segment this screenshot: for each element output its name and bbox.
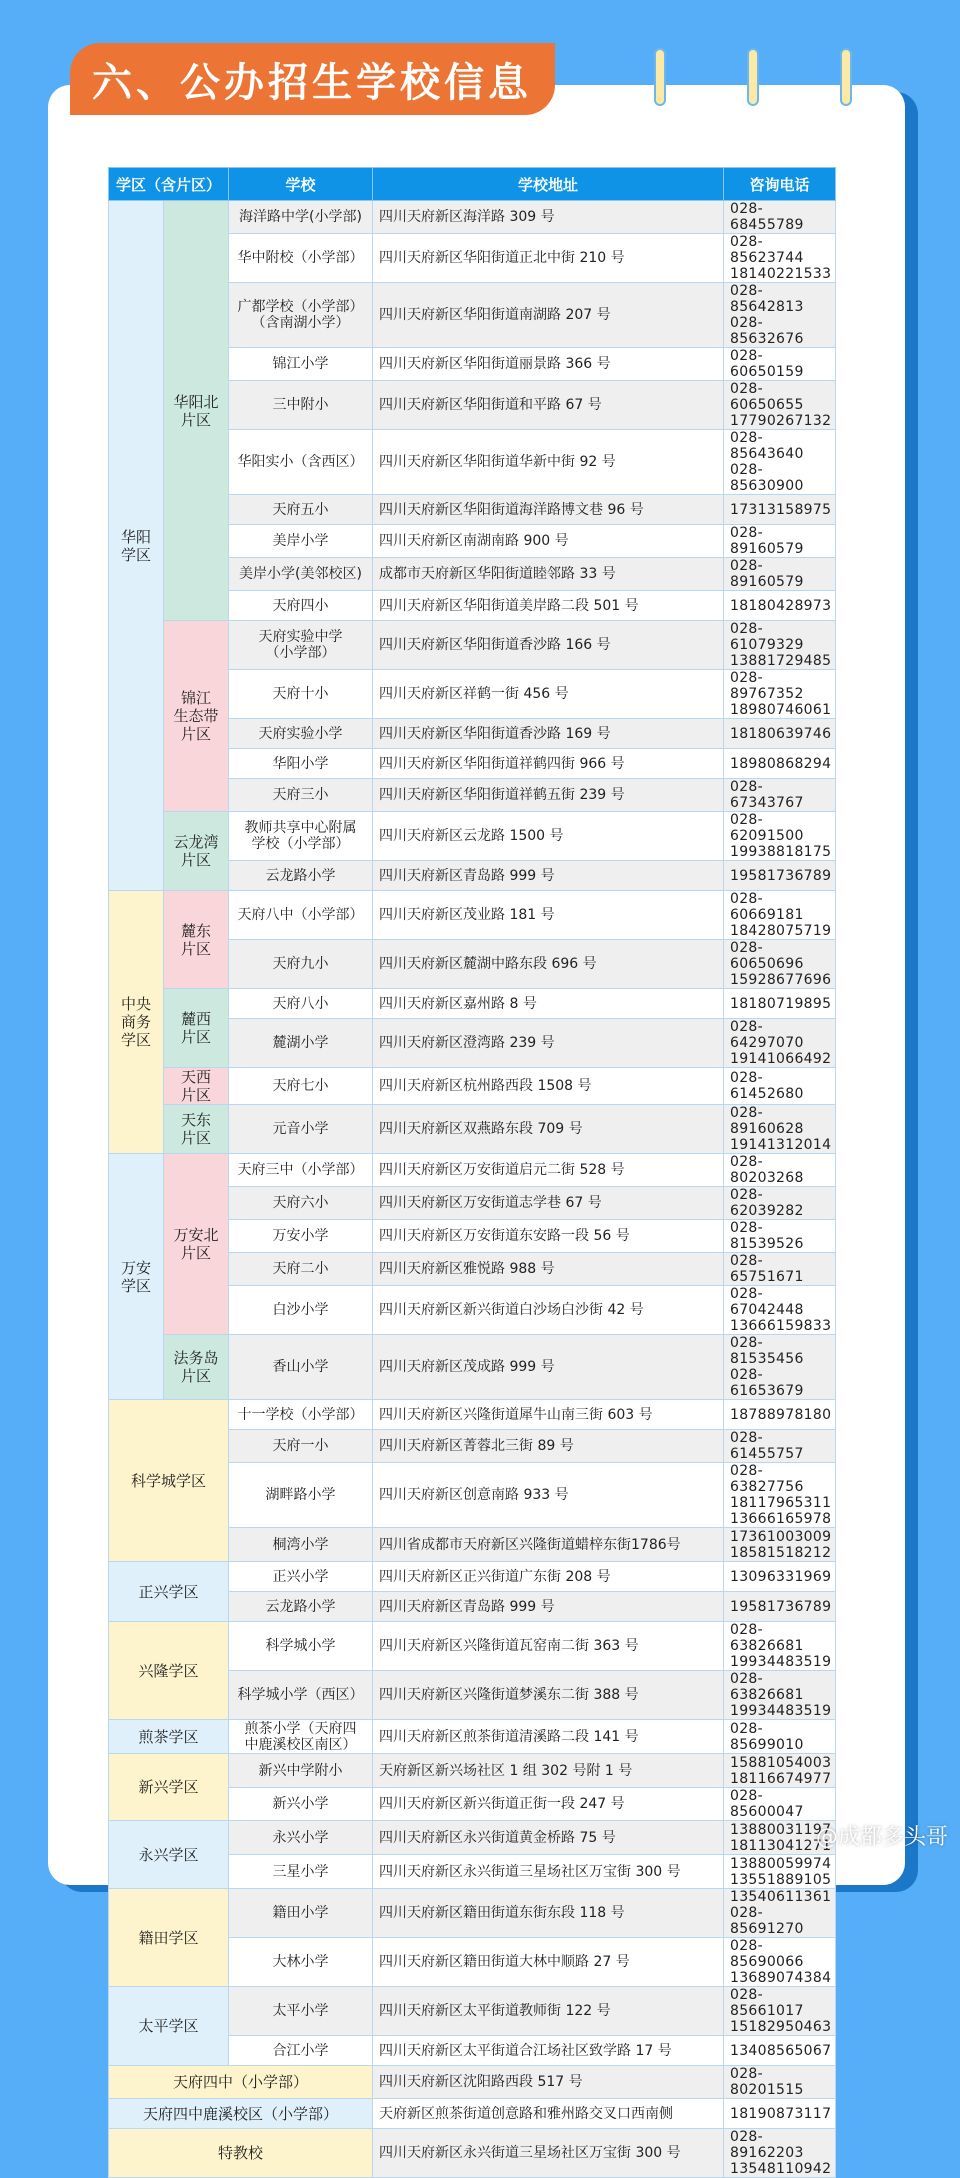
school-phone — [724, 1068, 836, 1105]
binder-ring-icon — [745, 48, 761, 108]
school-phone — [724, 812, 836, 861]
phone-number: 19938818175 — [730, 844, 832, 860]
phone-number: 028-89160579 — [730, 558, 804, 590]
phone-number: 19581736789 — [730, 1598, 832, 1615]
school-address: 四川天府新区沈阳路西段 517 号 — [373, 2066, 724, 2099]
phone-number: 18180719895 — [730, 995, 832, 1012]
school-address: 四川天府新区太平街道教师街 122 号 — [373, 1987, 724, 2036]
section-title-tab — [70, 43, 555, 115]
school-name: 海洋路中学(小学部) — [229, 201, 373, 234]
school-phone — [724, 621, 836, 670]
header-school: 学校 — [229, 168, 373, 201]
school-address: 四川天府新区华阳街道华新中街 92 号 — [373, 430, 724, 495]
table-row — [109, 621, 836, 670]
phone-number: 18180639746 — [730, 725, 832, 742]
school-name: 香山小学 — [229, 1335, 373, 1400]
phone-number: 15928677696 — [730, 972, 832, 988]
header-phone: 咨询电话 — [724, 168, 836, 201]
school-phone — [724, 283, 836, 348]
school-address: 四川天府新区南湖南路 900 号 — [373, 525, 724, 558]
merged-school-name: 天府四中鹿溪校区（小学部） — [109, 2099, 373, 2129]
school-phone — [724, 1019, 836, 1068]
table-row — [109, 1622, 836, 1671]
table-row — [109, 1754, 836, 1788]
phone-number: 13880059974 — [730, 1855, 832, 1872]
school-address: 四川天府新区祥鹤一街 456 号 — [373, 670, 724, 719]
phone-number: 028-81535456 — [730, 1335, 804, 1367]
phone-number: 13408565067 — [730, 2042, 832, 2059]
school-phone — [724, 558, 836, 591]
phone-number: 13096331969 — [730, 1568, 832, 1585]
phone-number: 18980746061 — [730, 702, 832, 718]
school-address: 四川天府新区创意南路 933 号 — [373, 1463, 724, 1528]
school-address: 四川天府新区兴隆街道瓦窑南二街 363 号 — [373, 1622, 724, 1671]
phone-number: 028-60650696 — [730, 940, 804, 972]
school-name: 天府八中（小学部） — [229, 891, 373, 940]
section-title: 六、公办招生学校信息 — [92, 59, 532, 106]
school-name: 万安小学 — [229, 1220, 373, 1253]
district-cell: 中央 商务 学区 — [109, 891, 164, 1154]
table-row — [109, 1720, 836, 1754]
table-row — [109, 891, 836, 940]
district-cell: 华阳 学区 — [109, 201, 164, 891]
phone-number: 18428075719 — [730, 923, 832, 939]
school-name: 桐湾小学 — [229, 1528, 373, 1562]
phone-number: 028-60669181 — [730, 891, 804, 923]
school-address: 四川天府新区永兴街道三星场社区万宝街 300 号 — [373, 2129, 724, 2178]
district-cell: 正兴学区 — [109, 1562, 229, 1622]
school-name: 天府三中（小学部） — [229, 1154, 373, 1187]
phone-number: 028-85623744 — [730, 234, 804, 266]
school-name: 教师共享中心附属 学校（小学部） — [229, 812, 373, 861]
zone-cell: 锦江 生态带 片区 — [164, 621, 229, 812]
zone-cell: 万安北 片区 — [164, 1154, 229, 1335]
school-address: 天府新区新兴场社区 1 组 302 号附 1 号 — [373, 1754, 724, 1788]
school-name: 天府实验小学 — [229, 719, 373, 749]
school-name: 三星小学 — [229, 1855, 373, 1889]
school-phone — [724, 1286, 836, 1335]
school-address: 四川天府新区华阳街道丽景路 366 号 — [373, 348, 724, 381]
school-name: 美岸小学(美邻校区) — [229, 558, 373, 591]
phone-number: 13689074384 — [730, 1970, 832, 1986]
school-phone — [724, 1562, 836, 1592]
table-row — [109, 989, 836, 1019]
school-phone — [724, 940, 836, 989]
school-name: 麓湖小学 — [229, 1019, 373, 1068]
table-row — [109, 1889, 836, 1938]
district-cell: 太平学区 — [109, 1987, 229, 2066]
school-name: 天府十小 — [229, 670, 373, 719]
phone-number: 13881729485 — [730, 653, 832, 669]
school-address: 四川天府新区海洋路 309 号 — [373, 201, 724, 234]
phone-number: 028-68455789 — [730, 201, 804, 233]
school-name: 科学城小学（西区） — [229, 1671, 373, 1720]
school-address: 四川天府新区万安街道启元二街 528 号 — [373, 1154, 724, 1187]
school-address: 四川天府新区华阳街道南湖路 207 号 — [373, 283, 724, 348]
school-phone — [724, 749, 836, 779]
school-name: 合江小学 — [229, 2036, 373, 2066]
school-name: 太平小学 — [229, 1987, 373, 2036]
zone-cell: 法务岛 片区 — [164, 1335, 229, 1400]
phone-number: 028-60650655 — [730, 381, 804, 413]
phone-number: 028-64297070 — [730, 1019, 804, 1051]
school-phone — [724, 861, 836, 891]
school-name: 天府六小 — [229, 1187, 373, 1220]
school-address: 四川天府新区青岛路 999 号 — [373, 861, 724, 891]
zone-cell: 麓西 片区 — [164, 989, 229, 1068]
school-phone — [724, 525, 836, 558]
phone-number: 19581736789 — [730, 867, 832, 884]
school-phone — [724, 1253, 836, 1286]
school-address: 四川天府新区嘉州路 8 号 — [373, 989, 724, 1019]
table-row — [109, 1987, 836, 2036]
phone-number: 18117965311 — [730, 1495, 832, 1511]
school-address: 四川天府新区籍田街道大林中顺路 27 号 — [373, 1938, 724, 1987]
school-phone — [724, 670, 836, 719]
phone-number: 028-85600047 — [730, 1788, 804, 1820]
school-name: 籍田小学 — [229, 1889, 373, 1938]
school-address: 四川天府新区华阳街道和平路 67 号 — [373, 381, 724, 430]
merged-school-name: 特教校 — [109, 2129, 373, 2178]
school-phone — [724, 989, 836, 1019]
school-address: 四川天府新区太平街道合江场社区致学路 17 号 — [373, 2036, 724, 2066]
school-name: 天府三小 — [229, 779, 373, 812]
school-phone — [724, 719, 836, 749]
school-address: 四川天府新区菁蓉北三街 89 号 — [373, 1430, 724, 1463]
school-phone — [724, 1528, 836, 1562]
phone-number: 17313158975 — [730, 501, 832, 518]
binder-ring-icon — [652, 48, 668, 108]
school-name: 正兴小学 — [229, 1562, 373, 1592]
school-address: 四川天府新区永兴街道三星场社区万宝街 300 号 — [373, 1855, 724, 1889]
school-phone — [724, 1463, 836, 1528]
phone-number: 028-85661017 — [730, 1987, 804, 2019]
phone-number: 19141066492 — [730, 1051, 832, 1067]
school-phone — [724, 2066, 836, 2099]
header-district: 学区（含片区） — [109, 168, 229, 201]
school-address: 四川天府新区煎茶街道清溪路二段 141 号 — [373, 1720, 724, 1754]
phone-number: 028-85630900 — [730, 462, 804, 494]
school-address: 四川天府新区永兴街道黄金桥路 75 号 — [373, 1821, 724, 1855]
school-name: 云龙路小学 — [229, 861, 373, 891]
school-address: 四川天府新区华阳街道海洋路博文巷 96 号 — [373, 495, 724, 525]
phone-number: 13880031197 — [730, 1821, 832, 1838]
table-row — [109, 1154, 836, 1187]
phone-number: 15881054003 — [730, 1754, 832, 1771]
phone-number: 028-62039282 — [730, 1187, 804, 1219]
school-address: 四川天府新区兴隆街道梦溪东二街 388 号 — [373, 1671, 724, 1720]
school-address: 四川天府新区双燕路东段 709 号 — [373, 1105, 724, 1154]
table-row — [109, 1821, 836, 1855]
school-name: 广都学校（小学部） （含南湖小学） — [229, 283, 373, 348]
table-row — [109, 1562, 836, 1592]
school-phone — [724, 2036, 836, 2066]
school-phone — [724, 591, 836, 621]
table-row — [109, 201, 836, 234]
phone-number: 028-61079329 — [730, 621, 804, 653]
school-info-table — [108, 167, 836, 2178]
school-phone — [724, 1187, 836, 1220]
school-phone — [724, 1220, 836, 1253]
school-phone — [724, 381, 836, 430]
school-phone — [724, 2099, 836, 2129]
school-name: 白沙小学 — [229, 1286, 373, 1335]
school-phone — [724, 430, 836, 495]
school-name: 大林小学 — [229, 1938, 373, 1987]
table-header-row — [109, 168, 836, 201]
zone-cell: 天东 片区 — [164, 1105, 229, 1154]
phone-number: 13666159833 — [730, 1318, 832, 1334]
phone-number: 17790267132 — [730, 413, 832, 429]
phone-number: 13548110942 — [730, 2161, 832, 2177]
school-phone — [724, 2129, 836, 2178]
phone-number: 15182950463 — [730, 2019, 832, 2035]
school-phone — [724, 1720, 836, 1754]
header-address: 学校地址 — [373, 168, 724, 201]
school-address: 四川天府新区籍田街道东街东段 118 号 — [373, 1889, 724, 1938]
phone-number: 028-89162203 — [730, 2129, 804, 2161]
school-phone — [724, 779, 836, 812]
phone-number: 028-85690066 — [730, 1938, 804, 1970]
phone-number: 19934483519 — [730, 1654, 832, 1670]
school-phone — [724, 1855, 836, 1889]
school-address: 四川天府新区正兴街道广东街 208 号 — [373, 1562, 724, 1592]
phone-number: 028-67042448 — [730, 1286, 804, 1318]
school-name: 美岸小学 — [229, 525, 373, 558]
zone-cell: 云龙湾 片区 — [164, 812, 229, 891]
school-address: 四川天府新区茂成路 999 号 — [373, 1335, 724, 1400]
school-name: 华阳实小（含西区） — [229, 430, 373, 495]
phone-number: 028-63826681 — [730, 1671, 804, 1703]
district-cell: 科学城学区 — [109, 1400, 229, 1562]
school-name: 永兴小学 — [229, 1821, 373, 1855]
table-row — [109, 1068, 836, 1105]
school-phone — [724, 348, 836, 381]
school-phone — [724, 1105, 836, 1154]
school-address: 四川天府新区青岛路 999 号 — [373, 1592, 724, 1622]
district-cell: 籍田学区 — [109, 1889, 229, 1987]
school-address: 成都市天府新区华阳街道睦邻路 33 号 — [373, 558, 724, 591]
phone-number: 028-62091500 — [730, 812, 804, 844]
school-name: 新兴中学附小 — [229, 1754, 373, 1788]
school-address: 四川天府新区华阳街道美岸路二段 501 号 — [373, 591, 724, 621]
school-address: 四川天府新区澄湾路 239 号 — [373, 1019, 724, 1068]
school-name: 锦江小学 — [229, 348, 373, 381]
table-row — [109, 2129, 836, 2178]
table-row — [109, 1105, 836, 1154]
school-phone — [724, 1938, 836, 1987]
zone-cell: 华阳北 片区 — [164, 201, 229, 621]
phone-number: 028-61455757 — [730, 1430, 804, 1462]
phone-number: 18113041271 — [730, 1837, 832, 1854]
school-phone — [724, 1889, 836, 1938]
school-address: 四川天府新区新兴街道白沙场白沙街 42 号 — [373, 1286, 724, 1335]
phone-number: 028-80201515 — [730, 2066, 804, 2098]
zone-cell: 天西 片区 — [164, 1068, 229, 1105]
school-name: 天府九小 — [229, 940, 373, 989]
watermark: @成都多头哥 — [815, 1825, 948, 1850]
school-phone — [724, 201, 836, 234]
school-address: 四川天府新区杭州路西段 1508 号 — [373, 1068, 724, 1105]
phone-number: 18140221533 — [730, 266, 832, 282]
phone-number: 028-85643640 — [730, 430, 804, 462]
school-phone — [724, 1335, 836, 1400]
table-row — [109, 812, 836, 861]
table-row — [109, 1335, 836, 1400]
school-phone — [724, 1622, 836, 1671]
phone-number: 028-67343767 — [730, 779, 804, 811]
school-address: 四川天府新区新兴街道正街一段 247 号 — [373, 1788, 724, 1821]
table-row — [109, 2066, 836, 2099]
phone-number: 19934483519 — [730, 1703, 832, 1719]
school-name: 华阳小学 — [229, 749, 373, 779]
school-name: 新兴小学 — [229, 1788, 373, 1821]
phone-number: 028-63826681 — [730, 1622, 804, 1654]
phone-number: 17361003009 — [730, 1528, 832, 1545]
district-cell: 兴隆学区 — [109, 1622, 229, 1720]
phone-number: 13551889105 — [730, 1871, 832, 1888]
school-address: 四川天府新区茂业路 181 号 — [373, 891, 724, 940]
phone-number: 028-85691270 — [730, 1905, 804, 1937]
phone-number: 19141312014 — [730, 1137, 832, 1153]
school-phone — [724, 1592, 836, 1622]
school-phone — [724, 1754, 836, 1788]
school-phone — [724, 1671, 836, 1720]
table-row — [109, 1400, 836, 1430]
school-name: 三中附小 — [229, 381, 373, 430]
school-address: 四川天府新区万安街道志学巷 67 号 — [373, 1187, 724, 1220]
school-name: 元音小学 — [229, 1105, 373, 1154]
phone-number: 028-89160579 — [730, 525, 804, 557]
school-address: 四川天府新区兴隆街道犀牛山南三街 603 号 — [373, 1400, 724, 1430]
phone-number: 028-80203268 — [730, 1154, 804, 1186]
phone-number: 18116674977 — [730, 1770, 832, 1787]
school-name: 天府七小 — [229, 1068, 373, 1105]
district-cell: 永兴学区 — [109, 1821, 229, 1889]
phone-number: 028-61653679 — [730, 1367, 804, 1399]
phone-number: 13540611361 — [730, 1889, 832, 1905]
phone-number: 18581518212 — [730, 1544, 832, 1561]
phone-number: 13666165978 — [730, 1511, 832, 1527]
school-name: 天府五小 — [229, 495, 373, 525]
school-address: 四川天府新区华阳街道香沙路 169 号 — [373, 719, 724, 749]
school-phone — [724, 891, 836, 940]
school-name: 科学城小学 — [229, 1622, 373, 1671]
zone-cell: 麓东 片区 — [164, 891, 229, 989]
district-cell: 新兴学区 — [109, 1754, 229, 1821]
district-cell: 煎茶学区 — [109, 1720, 229, 1754]
school-phone — [724, 1788, 836, 1821]
phone-number: 18980868294 — [730, 755, 832, 772]
school-phone — [724, 495, 836, 525]
phone-number: 18180428973 — [730, 597, 832, 614]
phone-number: 028-61452680 — [730, 1070, 804, 1102]
school-phone — [724, 1400, 836, 1430]
school-name: 天府四小 — [229, 591, 373, 621]
school-name: 天府一小 — [229, 1430, 373, 1463]
phone-number: 028-89767352 — [730, 670, 804, 702]
school-address: 四川天府新区华阳街道香沙路 166 号 — [373, 621, 724, 670]
phone-number: 028-85632676 — [730, 315, 804, 347]
school-phone — [724, 234, 836, 283]
phone-number: 028-63827756 — [730, 1463, 804, 1495]
district-cell: 万安 学区 — [109, 1154, 164, 1400]
merged-school-name: 天府四中（小学部） — [109, 2066, 373, 2099]
binder-ring-icon — [838, 48, 854, 108]
school-address: 四川天府新区麓湖中路东段 696 号 — [373, 940, 724, 989]
school-phone — [724, 1430, 836, 1463]
school-address: 四川天府新区雅悦路 988 号 — [373, 1253, 724, 1286]
school-name: 天府实验中学 （小学部） — [229, 621, 373, 670]
phone-number: 028-85642813 — [730, 283, 804, 315]
school-phone — [724, 1987, 836, 2036]
school-address: 四川天府新区华阳街道祥鹤五街 239 号 — [373, 779, 724, 812]
school-name: 天府八小 — [229, 989, 373, 1019]
phone-number: 028-60650159 — [730, 348, 804, 380]
phone-number: 028-81539526 — [730, 1220, 804, 1252]
school-address: 四川天府新区华阳街道祥鹤四街 966 号 — [373, 749, 724, 779]
school-name: 湖畔路小学 — [229, 1463, 373, 1528]
school-name: 天府二小 — [229, 1253, 373, 1286]
phone-number: 028-85699010 — [730, 1720, 804, 1753]
phone-number: 18190873117 — [730, 2105, 832, 2122]
school-address: 四川天府新区云龙路 1500 号 — [373, 812, 724, 861]
school-address: 天府新区煎茶街道创意路和雅州路交叉口西南侧 — [373, 2099, 724, 2129]
school-name: 云龙路小学 — [229, 1592, 373, 1622]
phone-number: 028-89160628 — [730, 1105, 804, 1137]
school-name: 煎茶小学（天府四 中鹿溪校区南区） — [229, 1720, 373, 1754]
school-address: 四川天府新区华阳街道正北中街 210 号 — [373, 234, 724, 283]
phone-number: 18788978180 — [730, 1406, 832, 1423]
table-row — [109, 2099, 836, 2129]
school-name: 十一学校（小学部） — [229, 1400, 373, 1430]
school-address: 四川省成都市天府新区兴隆街道蜡梓东街1786号 — [373, 1528, 724, 1562]
school-address: 四川天府新区万安街道东安路一段 56 号 — [373, 1220, 724, 1253]
school-phone — [724, 1154, 836, 1187]
phone-number: 028-65751671 — [730, 1253, 804, 1285]
school-name: 华中附校（小学部） — [229, 234, 373, 283]
